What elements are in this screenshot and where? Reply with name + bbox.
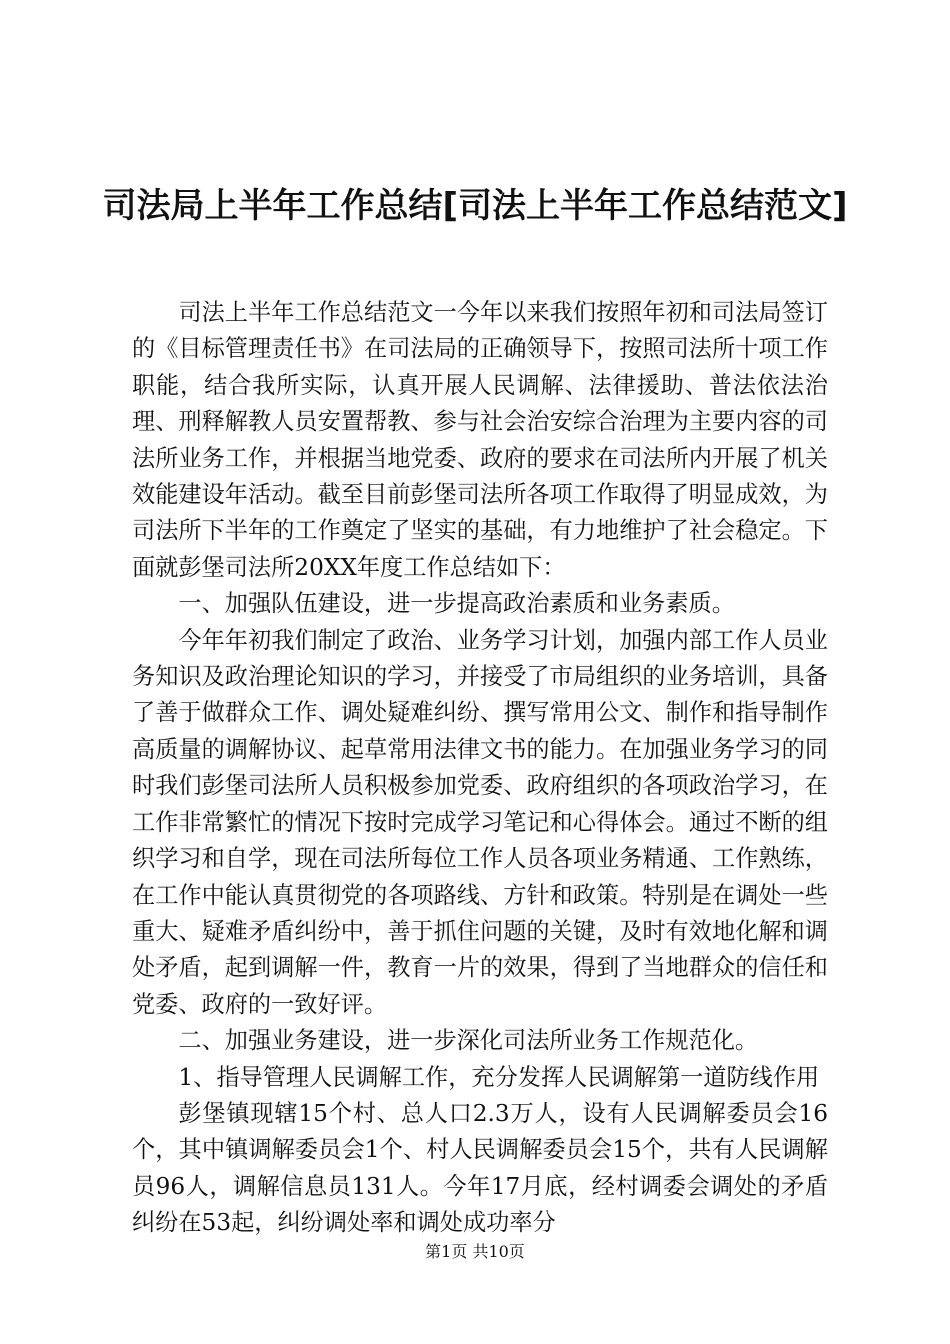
paragraph-intro: 司法上半年工作总结范文一今年以来我们按照年初和司法局签订的《目标管理责任书》在司法局的正确领导下，按照司法所十项工作职能，结合我所实际，认真开展人民调解、法律援助、普法依法治理、刑释解教人员安置帮教、参与社会治安综合治理为主要内容的司法所业务工作，并根据当地党委、政府的要求在司法所内开展了机关效能建设年活动。截至目前彭堡司法所各项工作取得了明显成效，为司法所下半年的工作奠定了坚实的基础，有力地维护了社会稳定。下面就彭堡司法所20XX年度工作总结如下： xyxy=(132,299,828,581)
document-title: 司法局上半年工作总结[司法上半年工作总结范文] xyxy=(102,186,848,226)
subsection-heading-mediation: 1、指导管理人民调解工作，充分发挥人民调解第一道防线作用 xyxy=(178,1063,820,1091)
page-number-footer: 第1页 共10页 xyxy=(425,1242,525,1261)
paragraph-team-building: 今年年初我们制定了政治、业务学习计划，加强内部工作人员业务知识及政治理论知识的学习，并接受了市局组织的业务培训，具备了善于做群众工作、调处疑难纠纷、撰写常用公文、制作和指导制作高质量的调解协议、起草常用法律文书的能力。在加强业务学习的同时我们彭堡司法所人员积极参加党委、政府组织的各项政治学习，在工作非常繁忙的情况下按时完成学习笔记和心得体会。通过不断的组织学习和自学，现在司法所每位工作人员各项业务精通、工作熟练，在工作中能认真贯彻党的各项路线、方针和政策。特别是在调处一些重大、疑难矛盾纠纷中，善于抓住问题的关键，及时有效地化解和调处矛盾，起到调解一件，教育一片的效果，得到了当地群众的信任和党委、政府的一致好评。 xyxy=(132,626,828,1018)
section-heading-team-building: 一、加强队伍建设，进一步提高政治素质和业务素质。 xyxy=(178,590,735,618)
section-heading-business-building: 二、加强业务建设，进一步深化司法所业务工作规范化。 xyxy=(178,1027,759,1055)
document-body xyxy=(132,295,828,1242)
paragraph-mediation: 彭堡镇现辖15个村、总人口2.3万人，设有人民调解委员会16个，其中镇调解委员会1个、村人民调解委员会15个，共有人民调解员96人，调解信息员131人。今年17月底，经村调委会调处的矛盾纠纷在53起，纠纷调处率和调处成功率分 xyxy=(132,1099,828,1237)
